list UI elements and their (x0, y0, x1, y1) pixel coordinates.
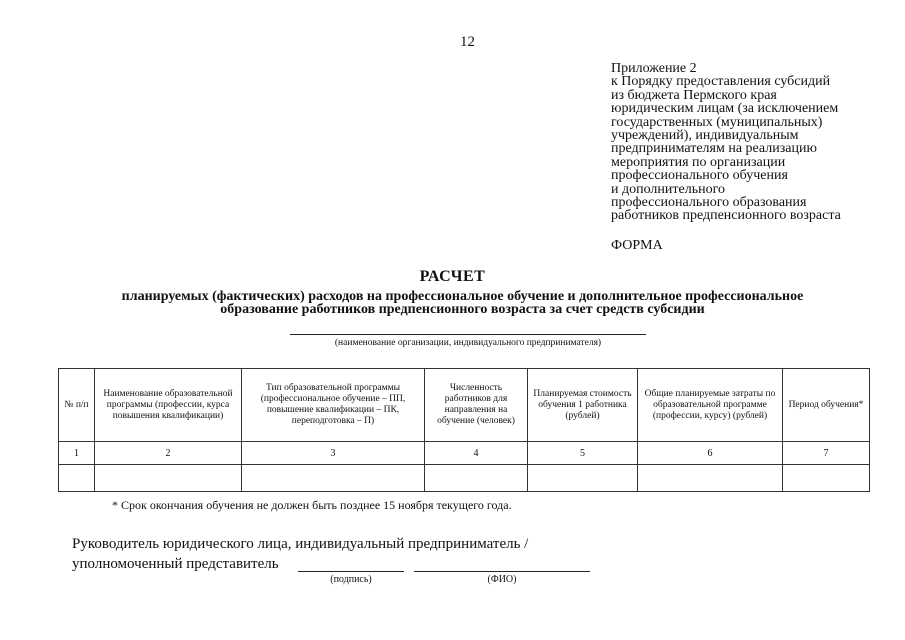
header-cell: Период обучения* (783, 369, 870, 442)
subtitle-line: образование работников предпенсионного возраста за счет средств субсидии (220, 302, 705, 317)
appendix-line: к Порядку предоставления субсидий (611, 74, 831, 90)
document-subtitle (60, 290, 865, 316)
signature-block (72, 534, 528, 574)
header-cell: Численность работников для направления на обучение (человек) (425, 369, 528, 442)
appendix-line: работников предпенсионного возраста (611, 208, 841, 224)
column-number-cell: 1 (59, 442, 95, 465)
organization-name-line (290, 334, 646, 335)
table-header-row (59, 369, 870, 442)
table-cell[interactable] (783, 465, 870, 492)
appendix-line: Приложение 2 (611, 61, 697, 76)
appendix-line: предпринимателям на реализацию (611, 141, 817, 157)
header-cell: Тип образовательной программы (профессиональное обучение – ПП, повышение квалификации – ПК, переподготовка – П) (242, 369, 425, 442)
document-title: РАСЧЕТ (419, 268, 486, 285)
appendix-line: профессионального обучения (611, 168, 788, 184)
table-cell[interactable] (425, 465, 528, 492)
appendix-line: мероприятия по организации (611, 154, 786, 170)
table-cell[interactable] (638, 465, 783, 492)
table-row (59, 465, 870, 492)
signature-text-line: уполномоченный представитель (72, 556, 279, 572)
column-number-cell: 6 (638, 442, 783, 465)
appendix-line: из бюджета Пермского края (611, 87, 777, 103)
subtitle-line: планируемых (фактических) расходов на профессиональное обучение и дополнительное профессиональное (121, 289, 804, 304)
column-number-cell: 7 (783, 442, 870, 465)
column-number-cell: 3 (242, 442, 425, 465)
signature-caption: (подпись) (330, 574, 372, 585)
header-cell: Наименование образовательной программы (профессии, курса повышения квалификации) (95, 369, 242, 442)
appendix-line: государственных (муниципальных) (611, 114, 823, 130)
appendix-line: профессионального образования (611, 195, 807, 211)
table-cell[interactable] (59, 465, 95, 492)
table-cell[interactable] (528, 465, 638, 492)
header-cell: № п/п (59, 369, 95, 442)
appendix-line: и дополнительного (611, 181, 725, 197)
column-number-cell: 2 (95, 442, 242, 465)
appendix-block (611, 62, 901, 223)
signature-field-line[interactable] (298, 571, 404, 572)
appendix-line: учреждений), индивидуальным (611, 128, 799, 144)
table-cell[interactable] (242, 465, 425, 492)
table-cell[interactable] (95, 465, 242, 492)
column-number-cell: 5 (528, 442, 638, 465)
footnote: * Срок окончания обучения не должен быть позднее 15 ноября текущего года. (112, 498, 512, 512)
signature-text-line: Руководитель юридического лица, индивидуальный предприниматель / (72, 536, 529, 552)
full-name-caption: (ФИО) (487, 574, 517, 585)
organization-name-caption: (наименование организации, индивидуального предпринимателя) (334, 338, 602, 348)
page-number: 12 (460, 34, 475, 50)
appendix-line: юридическим лицам (за исключением (611, 101, 839, 117)
table-number-row (59, 442, 870, 465)
header-cell: Планируемая стоимость обучения 1 работника (рублей) (528, 369, 638, 442)
header-cell: Общие планируемые затраты по образовательной программе (профессии, курсу) (рублей) (638, 369, 783, 442)
column-number-cell: 4 (425, 442, 528, 465)
forma-label: ФОРМА (611, 238, 663, 253)
calculation-table (58, 368, 870, 492)
full-name-field-line[interactable] (414, 571, 590, 572)
